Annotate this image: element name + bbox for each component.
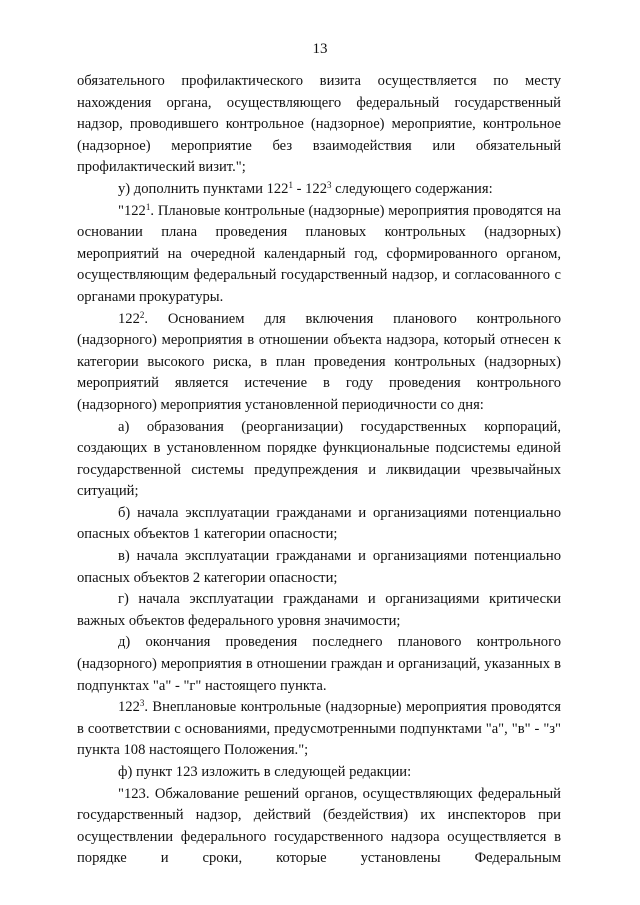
paragraph-item-u: у) дополнить пунктами $122^1 - 122^3$ следующего содержания: [118,179,493,197]
paragraph-123: "123. Обжалование решений органов, осуществляющих федеральный государственный надзор, действий (бездействия) их инспекторов при осуществлении федерального государственного надзора осуществляется в порядке и сроки, которые установлены Федеральным [77,785,561,867]
paragraph-122-2: $122^2$. Основанием для включения планового контрольного (надзорного) мероприятия в отношении объекта надзора, который отнесен к категории высокого риска, в план проведения контрольных (надзорных) мероприятий является истечение в году проведения контрольного (надзорного) мероприятия установленной периодичности со дня: [77,309,561,413]
paragraph-122-3: $122^3$. Внеплановые контрольные (надзорные) мероприятия проводятся в соответствии с основаниями, предусмотренными подпунктами "а", "в" - "з" пункта 108 настоящего Положения."; [77,698,561,759]
paragraph-continuation: обязательного профилактического визита осуществляется по месту нахождения органа, осуществляющего федеральный государственный надзор, проводившего контрольное (надзорное) мероприятие, контрольное (надзорное) мероприятие без взаимодействия или обязательный профилактический визит."; [77,73,561,176]
page-number: 13 [312,41,328,57]
paragraph-sub-v: в) начала эксплуатации гражданами и организациями потенциально опасных объектов 2 категории опасности; [77,548,561,586]
paragraph-sub-b: б) начала эксплуатации гражданами и организациями потенциально опасных объектов 1 категории опасности; [77,504,561,543]
paragraph-sub-a: а) образования (реорганизации) государственных корпораций, создающих в установленном порядке функциональные подсистемы единой государственной системы предупреждения и ликвидации чрезвычайных ситуаций; [77,418,561,500]
paragraph-122-1: "$122^1$. Плановые контрольные (надзорные) мероприятия проводятся на основании плана проведения плановых контрольных (надзорных) мероприятий на очередной календарный год, сформированного органом, осуществляющим федеральный государственный надзор, и согласованного с органами прокуратуры. [77,201,561,305]
paragraph-sub-g: г) начала эксплуатации гражданами и организациями критически важных объектов федерального уровня значимости; [77,591,561,629]
paragraph-sub-d: д) окончания проведения последнего планового контрольного (надзорного) мероприятия в отношении граждан и организаций, указанных в подпунктах "а" - "г" настоящего пункта. [77,634,561,694]
document-body [77,71,561,870]
paragraph-item-f: ф) пункт 123 изложить в следующей редакции: [118,764,412,780]
